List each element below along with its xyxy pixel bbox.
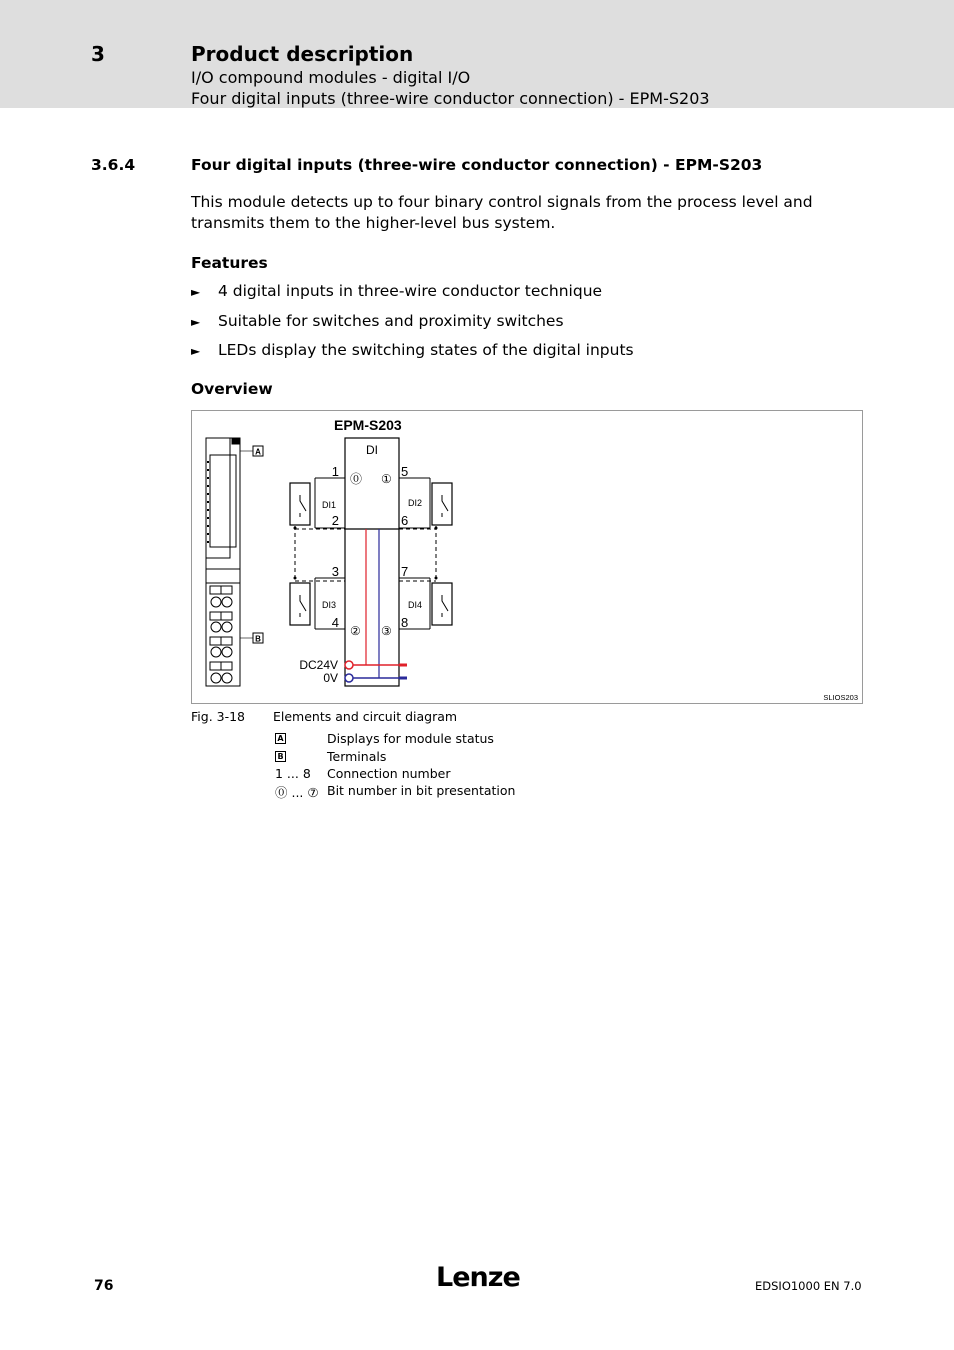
di-block-label: DI bbox=[366, 443, 378, 457]
supply-plus-label: DC24V bbox=[299, 658, 338, 672]
bullet-arrow-icon: ► bbox=[191, 285, 201, 299]
connection-1: 1 bbox=[331, 464, 339, 479]
header-subtitle-2: Four digital inputs (three-wire conductor connection) - EPM-S203 bbox=[191, 89, 710, 108]
feature-item-text: Suitable for switches and proximity switches bbox=[218, 312, 564, 330]
status-led-dots bbox=[207, 461, 209, 543]
chapter-number: 3 bbox=[91, 42, 105, 66]
page-number: 76 bbox=[94, 1278, 114, 1294]
sensor-di2 bbox=[432, 483, 452, 525]
marker-b-label: B bbox=[255, 634, 261, 644]
connection-4: 4 bbox=[331, 615, 339, 630]
legend-value: Bit number in bit presentation bbox=[327, 783, 516, 798]
circuit-diagram bbox=[192, 411, 864, 705]
terminal-block bbox=[210, 586, 232, 683]
feature-item-text: 4 digital inputs in three-wire conductor technique bbox=[218, 282, 603, 300]
figure-caption: Elements and circuit diagram bbox=[273, 709, 458, 724]
input-di2: DI2 bbox=[408, 498, 423, 508]
legend-key: ⓪ ... ⑦ bbox=[275, 785, 319, 800]
marker-b bbox=[253, 633, 263, 644]
connection-6: 6 bbox=[401, 513, 409, 528]
section-number: 3.6.4 bbox=[91, 156, 136, 174]
legend-key: 1 ... 8 bbox=[275, 766, 311, 781]
section-intro: This module detects up to four binary control signals from the process level and transmits them to the higher-level bus system. bbox=[191, 193, 813, 232]
module-name: EPM-S203 bbox=[334, 417, 402, 433]
legend-key-box: B bbox=[275, 751, 286, 762]
header-subtitle-1: I/O compound modules - digital I/O bbox=[191, 68, 471, 87]
bit-1: ① bbox=[381, 472, 392, 486]
bit-3: ③ bbox=[381, 624, 392, 638]
image-code: SLIOS203 bbox=[823, 693, 858, 702]
figure-frame bbox=[191, 410, 863, 704]
connection-5: 5 bbox=[401, 464, 409, 479]
legend-value: Connection number bbox=[327, 766, 451, 781]
legend-key-box: A bbox=[275, 733, 286, 744]
marker-a-label: A bbox=[255, 447, 261, 457]
connection-7: 7 bbox=[401, 564, 409, 579]
input-di4: DI4 bbox=[408, 600, 423, 610]
bit-0: ⓪ bbox=[350, 472, 363, 486]
features-heading: Features bbox=[191, 254, 268, 272]
figure-number: Fig. 3-18 bbox=[191, 709, 246, 724]
input-di3: DI3 bbox=[322, 600, 337, 610]
supply-minus-label: 0V bbox=[323, 671, 338, 685]
chapter-title: Product description bbox=[191, 42, 414, 66]
sensors bbox=[290, 483, 452, 625]
bullet-arrow-icon: ► bbox=[191, 315, 201, 329]
sensor-di1 bbox=[290, 483, 310, 525]
section-title: Four digital inputs (three-wire conductor connection) - EPM-S203 bbox=[191, 156, 763, 174]
connection-8: 8 bbox=[401, 615, 409, 630]
sensor-di4 bbox=[432, 583, 452, 625]
legend-value: Displays for module status bbox=[327, 731, 494, 746]
connection-3: 3 bbox=[331, 564, 339, 579]
overview-heading: Overview bbox=[191, 380, 273, 398]
input-di1: DI1 bbox=[322, 500, 337, 510]
bit-2: ② bbox=[350, 624, 361, 638]
brand-logo: Lenze bbox=[436, 1262, 520, 1293]
switch-symbols bbox=[300, 495, 448, 617]
connection-2: 2 bbox=[331, 513, 339, 528]
legend-value: Terminals bbox=[327, 749, 387, 764]
document-reference: EDSIO1000 EN 7.0 bbox=[755, 1279, 862, 1293]
marker-a bbox=[253, 446, 263, 457]
sensor-di3 bbox=[290, 583, 310, 625]
bullet-arrow-icon: ► bbox=[191, 344, 201, 358]
led-panel bbox=[210, 455, 236, 547]
module-drawing bbox=[206, 438, 240, 686]
feature-item-text: LEDs display the switching states of the digital inputs bbox=[218, 341, 634, 359]
